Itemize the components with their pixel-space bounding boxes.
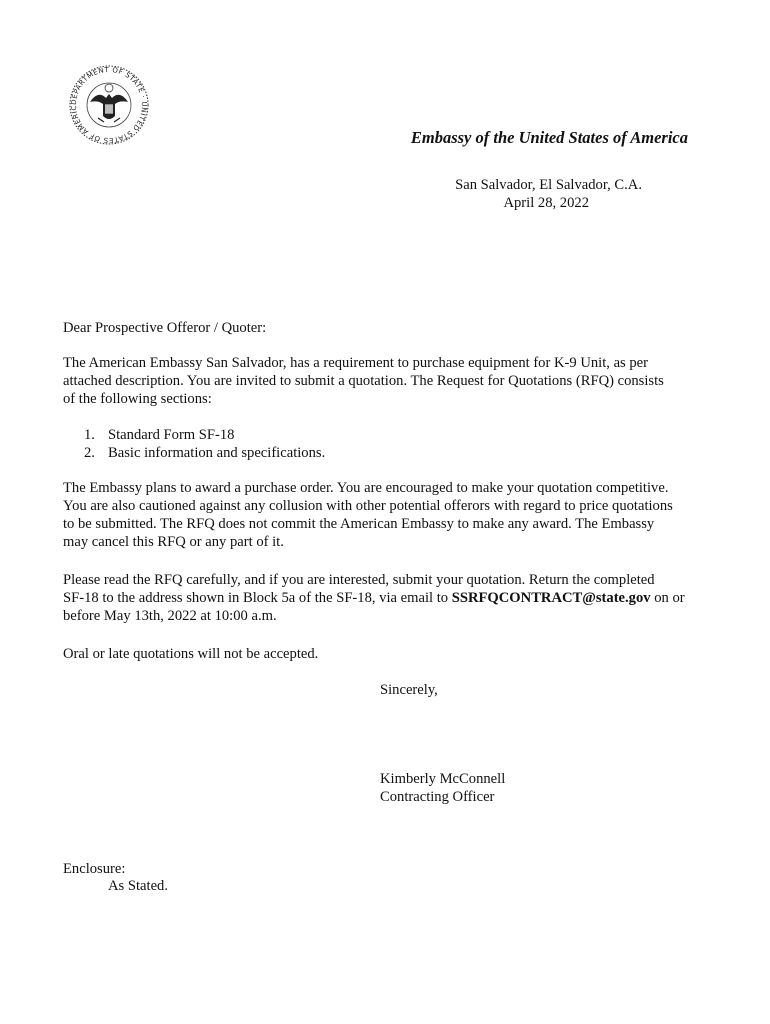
paragraph-line: of the following sections: — [63, 391, 212, 407]
paragraph-line — [63, 589, 713, 607]
paragraph-line: You are also cautioned against any collusion with other potential offerors with regard to price quotations — [63, 498, 673, 514]
svg-text:DEPARTMENT OF STATE · UNITED S: DEPARTMENT OF STATE · UNITED STATES OF AMERIC — [69, 65, 149, 145]
intro-paragraph — [63, 354, 713, 408]
paragraph-line: before May 13th, 2022 at 10:00 a.m. — [63, 608, 277, 624]
list-item-number: 1. — [84, 427, 95, 443]
paragraph-line: to be submitted. The RFQ does not commit the American Embassy to make any award. The Embassy — [63, 516, 655, 532]
paragraph-line: The Embassy plans to award a purchase order. You are encouraged to make your quotation competitive. — [63, 480, 669, 496]
signer-title: Contracting Officer — [380, 789, 495, 805]
paragraph-text: on or — [650, 590, 685, 606]
list-item — [84, 426, 325, 444]
closing: Sincerely, — [380, 682, 438, 698]
paragraph-line: The American Embassy San Salvador, has a requirement to purchase equipment for K-9 Unit, as per — [63, 355, 649, 371]
signer-name: Kimberly McConnell — [380, 771, 506, 787]
submission-paragraph — [63, 571, 713, 625]
paragraph-text: SF-18 to the address shown in Block 5a of the SF-18, via email to — [63, 590, 452, 606]
late-quotations-notice: Oral or late quotations will not be accepted. — [63, 646, 319, 662]
paragraph-line: attached description. You are invited to submit a quotation. The Request for Quotations (RFQ) consists — [63, 373, 664, 389]
rfq-sections-list — [84, 426, 325, 462]
list-item-number: 2. — [84, 445, 95, 461]
list-item-text: Basic information and specifications. — [108, 445, 326, 461]
award-paragraph — [63, 479, 713, 551]
letter-city: San Salvador, El Salvador, C.A. — [455, 177, 642, 193]
letter-date: April 28, 2022 — [503, 195, 589, 211]
contract-email: SSRFQCONTRACT@state.gov — [451, 590, 651, 606]
list-item-text: Standard Form SF-18 — [108, 427, 235, 443]
enclosure-item: As Stated. — [108, 878, 168, 894]
list-item — [84, 444, 325, 462]
salutation: Dear Prospective Offeror / Quoter: — [63, 320, 267, 336]
paragraph-line: Please read the RFQ carefully, and if you are interested, submit your quotation. Return the completed — [63, 572, 655, 588]
paragraph-line: may cancel this RFQ or any part of it. — [63, 534, 284, 550]
enclosure-label: Enclosure: — [63, 861, 126, 877]
embassy-title: Embassy of the United States of America — [410, 128, 688, 147]
